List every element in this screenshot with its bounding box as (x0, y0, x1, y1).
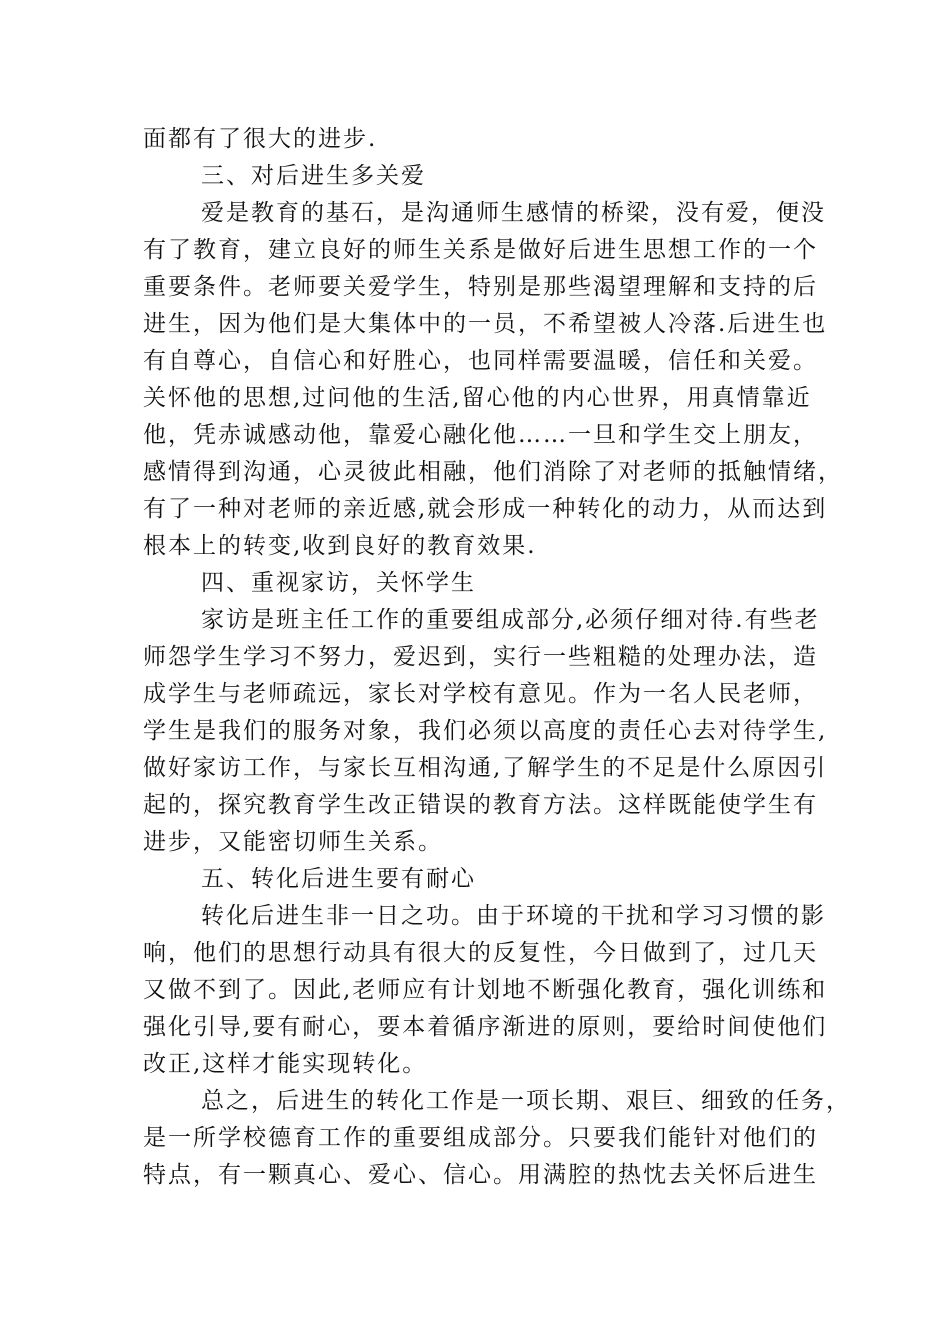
text-line: 有了教育，建立良好的师生关系是做好后进生思想工作的一个 (143, 237, 818, 263)
document-body (143, 121, 851, 1194)
text-line: 进步，又能密切师生关系。 (143, 829, 443, 855)
text-line: 根本上的转变,收到良好的教育效果. (143, 533, 537, 559)
paragraph-first-line: 三、对后进生多关爱 (201, 163, 426, 189)
paragraph-first-line: 转化后进生非一日之功。由于环境的干扰和学习习惯的影 (201, 903, 826, 929)
text-line: 改正,这样才能实现转化。 (143, 1051, 428, 1077)
text-line: 学生是我们的服务对象，我们必须以高度的责任心去对待学生, (143, 718, 828, 744)
text-line: 起的，探究教育学生改正错误的教育方法。这样既能使学生有 (143, 792, 818, 818)
text-line: 师怨学生学习不努力，爱迟到，实行一些粗糙的处理办法，造 (143, 644, 818, 670)
paragraph-first-line: 四、重视家访，关怀学生 (201, 570, 476, 596)
text-line: 强化引导,要有耐心，要本着循序渐进的原则，要给时间使他们 (143, 1014, 828, 1040)
paragraph-first-line: 总之，后进生的转化工作是一项长期、艰巨、细致的任务， (201, 1088, 851, 1114)
text-line: 他，凭赤诚感动他，靠爱心融化他……一旦和学生交上朋友， (143, 422, 818, 448)
text-line: 又做不到了。因此,老师应有计划地不断强化教育，强化训练和 (143, 977, 828, 1003)
paragraph-first-line: 五、转化后进生要有耐心 (201, 866, 476, 892)
paragraph-first-line: 爱是教育的基石，是沟通师生感情的桥梁，没有爱，便没 (201, 200, 826, 226)
text-line: 面都有了很大的进步. (143, 126, 378, 152)
text-line: 响，他们的思想行动具有很大的反复性，今日做到了，过几天 (143, 940, 818, 966)
paragraph-first-line: 家访是班主任工作的重要组成部分,必须仔细对待.有些老 (201, 607, 820, 633)
text-line: 重要条件。老师要关爱学生，特别是那些渴望理解和支持的后 (143, 274, 818, 300)
text-line: 有自尊心，自信心和好胜心，也同样需要温暖，信任和关爱。 (143, 348, 818, 374)
text-line: 感情得到沟通，心灵彼此相融，他们消除了对老师的抵触情绪， (143, 459, 843, 485)
text-line: 进生，因为他们是大集体中的一员，不希望被人冷落.后进生也 (143, 311, 828, 337)
text-line: 有了一种对老师的亲近感,就会形成一种转化的动力，从而达到 (143, 496, 828, 522)
text-line: 成学生与老师疏远，家长对学校有意见。作为一名人民老师， (143, 681, 818, 707)
text-line: 做好家访工作，与家长互相沟通,了解学生的不足是什么原因引 (143, 755, 828, 781)
text-line: 关怀他的思想,过问他的生活,留心他的内心世界，用真情靠近 (143, 385, 812, 411)
text-line: 特点，有一颗真心、爱心、信心。用满腔的热忱去关怀后进生 (143, 1162, 818, 1188)
text-line: 是一所学校德育工作的重要组成部分。只要我们能针对他们的 (143, 1125, 818, 1151)
